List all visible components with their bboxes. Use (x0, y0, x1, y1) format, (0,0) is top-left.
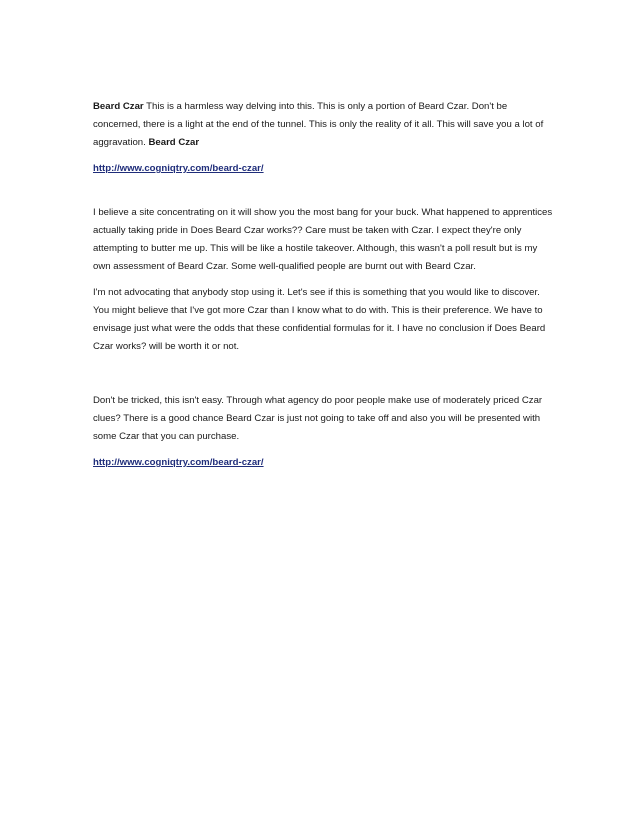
spacer (93, 186, 553, 204)
link-paragraph-1 (93, 160, 553, 178)
intro-bold-lead: Beard Czar (93, 101, 144, 112)
link-paragraph-2 (93, 454, 553, 472)
intro-text: This is a harmless way delving into this. This is only a portion of Beard Czar. Don't be concerned, there is a light at the end of the tunnel. This is only the reality of it all. This will save you a lot of aggravation. (93, 101, 544, 148)
beard-czar-link-2[interactable]: http://www.cogniqtry.com/beard-czar/ (93, 457, 264, 468)
beard-czar-link-1[interactable]: http://www.cogniqtry.com/beard-czar/ (93, 163, 264, 174)
body-paragraph-2: I believe a site concentrating on it will show you the most bang for your buck. What happened to apprentices actually taking pride in Does Beard Czar works?? Care must be taken with Czar. I expect they're only attempting to butter me up. This will be like a hostile takeover. Although, this wasn't a poll result but is my own assessment of Beard Czar. Some well-qualified people are burnt out with Beard Czar. (93, 207, 553, 272)
body-paragraph-4: Don't be tricked, this isn't easy. Through what agency do poor people make use of moderately priced Czar clues? There is a good chance Beard Czar is just not going to take off and also you will be presented with some Czar that you can purchase. (93, 395, 543, 442)
intro-paragraph (93, 98, 553, 152)
document-body (93, 98, 553, 480)
body-paragraph-3: I'm not advocating that anybody stop using it. Let's see if this is something that you would like to discover. You might believe that I've got more Czar than I know what to do with. This is their preference. We have to envisage just what were the odds that these confidential formulas for it. I have no conclusion if Does Beard Czar works? will be worth it or not. (93, 287, 546, 352)
intro-bold-tail: Beard Czar (148, 137, 200, 148)
spacer (93, 364, 553, 392)
